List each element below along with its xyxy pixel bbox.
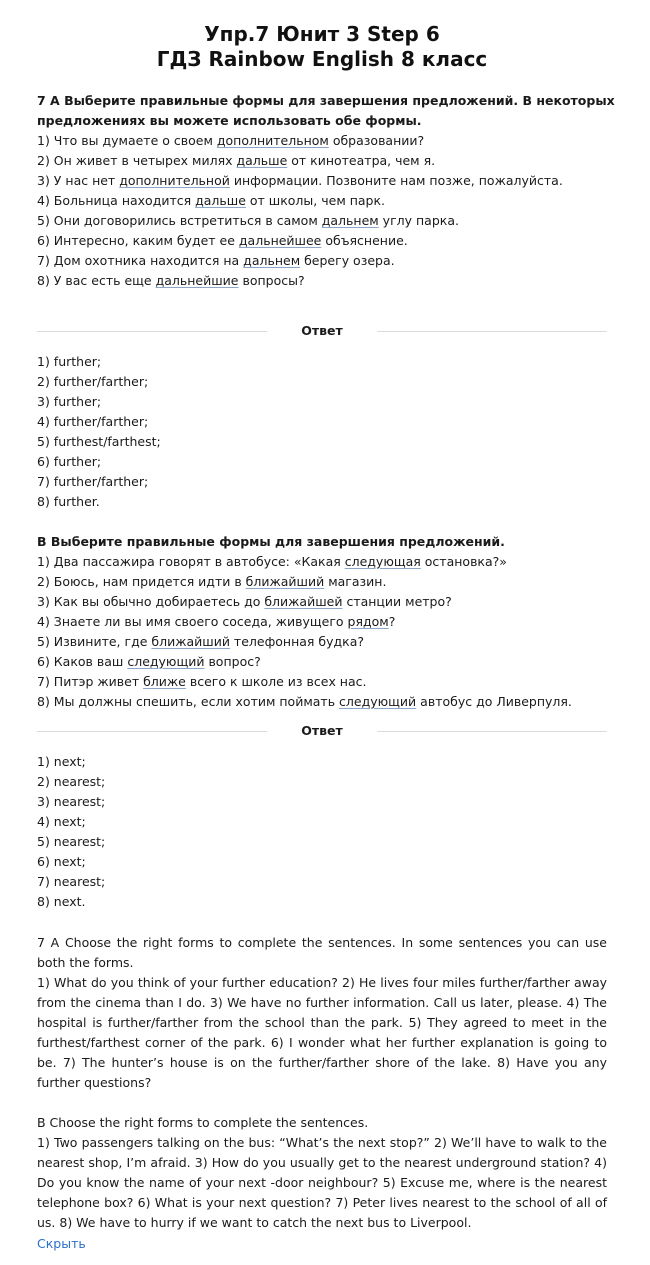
underlined-word: рядом: [347, 614, 389, 629]
task-a-item: [37, 171, 607, 191]
task-a-heading-1: 7 A Выберите правильные формы для завершения предложений. В некоторых: [37, 93, 615, 108]
underlined-word: дополнительной: [119, 173, 230, 188]
task-a: [37, 91, 615, 291]
item-text: 4) Больница находится: [37, 193, 196, 208]
item-text: 5) Извините, где: [37, 634, 152, 649]
task-b-item: [37, 632, 607, 652]
task-a-item: [37, 151, 607, 171]
underlined-word: следующая: [344, 554, 421, 569]
underlined-word: дальше: [195, 193, 246, 208]
answer-item: 4) further/farther;: [37, 414, 149, 429]
item-text: 8) Мы должны спешить, если хотим поймать: [37, 694, 340, 709]
item-text: от школы, чем парк.: [245, 193, 386, 208]
answer-item: 3) further;: [37, 394, 102, 409]
english-b-text: 1) Two passengers talking on the bus: “What’s the next stop?” 2) We’ll have to walk to the nearest shop, I’m afraid. 3) How do you usually get to the nearest underground station? 4) Do you know the name of your next -door neighbour? 5) Excuse me, where is the nearest telephone box? 6) What is your next question? 7) Peter lives nearest to the school of all of us. 8) We have to hurry if we want to catch the next bus to Liverpool.: [37, 1135, 607, 1230]
title-line-2: ГДЗ Rainbow English 8 класс: [156, 47, 488, 71]
answers-a: [37, 352, 607, 512]
underlined-word: ближайшей: [264, 594, 343, 609]
underlined-word: следующий: [127, 654, 205, 669]
underlined-word: ближайший: [245, 574, 325, 589]
item-text: 1) Что вы думаете о своем: [37, 133, 217, 148]
english-b-heading: B Choose the right forms to complete the sentences.: [37, 1115, 369, 1130]
item-text: станции метро?: [342, 594, 452, 609]
task-b-item: [37, 652, 607, 672]
item-text: 2) Он живет в четырех милях: [37, 153, 237, 168]
page-title: [37, 22, 607, 72]
item-text: 6) Интересно, каким будет ее: [37, 233, 239, 248]
answer-item: 7) nearest;: [37, 874, 106, 889]
answer-separator-b: [37, 721, 607, 741]
underlined-word: дальнейшие: [155, 273, 239, 288]
english-a-heading: 7 A Choose the right forms to complete the sentences. In some sentences you can use both the forms.: [37, 935, 607, 970]
answer-item: 2) further/farther;: [37, 374, 149, 389]
underlined-word: дальнем: [321, 213, 379, 228]
separator-rule-right: [377, 731, 607, 732]
item-text: 3) У нас нет: [37, 173, 120, 188]
answer-item: 1) next;: [37, 754, 86, 769]
task-b-item: [37, 612, 607, 632]
answer-item: 1) further;: [37, 354, 102, 369]
task-b-heading: B Выберите правильные формы для завершения предложений.: [37, 534, 505, 549]
item-text: 8) У вас есть еще: [37, 273, 156, 288]
task-b-item: [37, 692, 607, 712]
item-text: объяснение.: [321, 233, 408, 248]
english-task-a: [37, 933, 607, 1093]
answer-item: 7) further/farther;: [37, 474, 149, 489]
item-text: вопрос?: [204, 654, 261, 669]
item-text: 7) Питэр живет: [37, 674, 144, 689]
task-b-item: [37, 592, 607, 612]
task-a-item: [37, 131, 607, 151]
task-a-item: [37, 231, 607, 251]
item-text: автобус до Ливерпуля.: [416, 694, 572, 709]
task-b-item: [37, 552, 607, 572]
answer-item: 5) nearest;: [37, 834, 106, 849]
item-text: всего к школе из всех нас.: [185, 674, 367, 689]
item-text: образовании?: [328, 133, 425, 148]
item-text: 7) Дом охотника находится на: [37, 253, 244, 268]
task-b-item: [37, 572, 607, 592]
item-text: ?: [388, 614, 396, 629]
item-text: берегу озера.: [300, 253, 395, 268]
english-task-b: [37, 1113, 607, 1233]
underlined-word: ближайший: [151, 634, 230, 649]
item-text: остановка?»: [420, 554, 507, 569]
item-text: 1) Два пассажира говорят в автобусе: «Какая: [37, 554, 345, 569]
answer-item: 6) further;: [37, 454, 102, 469]
answer-item: 8) further.: [37, 494, 100, 509]
task-a-item: [37, 251, 607, 271]
title-line-1: Упр.7 Юнит 3 Step 6: [204, 22, 440, 46]
task-b-item: [37, 672, 607, 692]
task-a-item: [37, 191, 607, 211]
underlined-word: дальнем: [243, 253, 301, 268]
item-text: от кинотеатра, чем я.: [287, 153, 436, 168]
separator-rule-right: [377, 331, 607, 332]
answer-separator-a: [37, 321, 607, 341]
answer-item: 8) next.: [37, 894, 86, 909]
item-text: вопросы?: [238, 273, 305, 288]
task-a-item: [37, 271, 607, 291]
hide-link[interactable]: Скрыть: [37, 1236, 86, 1251]
underlined-word: дополнительном: [216, 133, 329, 148]
item-text: телефонная будка?: [229, 634, 365, 649]
answer-item: 5) furthest/farthest;: [37, 434, 161, 449]
task-a-heading-2: предложениях вы можете использовать обе формы.: [37, 113, 422, 128]
item-text: углу парка.: [378, 213, 459, 228]
answers-b: [37, 752, 607, 912]
item-text: информации. Позвоните нам позже, пожалуйста.: [229, 173, 563, 188]
answer-item: 2) nearest;: [37, 774, 106, 789]
answer-label-b: Ответ: [301, 723, 343, 738]
item-text: 2) Боюсь, нам придется идти в: [37, 574, 246, 589]
answer-label-a: Ответ: [301, 323, 343, 338]
underlined-word: следующий: [339, 694, 417, 709]
item-text: 5) Они договорились встретиться в самом: [37, 213, 322, 228]
task-a-item: [37, 211, 607, 231]
answer-item: 6) next;: [37, 854, 86, 869]
underlined-word: дальнейшее: [238, 233, 322, 248]
task-b: [37, 532, 607, 712]
item-text: 4) Знаете ли вы имя своего соседа, живущего: [37, 614, 348, 629]
item-text: 3) Как вы обычно добираетесь до: [37, 594, 265, 609]
underlined-word: ближе: [143, 674, 186, 689]
item-text: 6) Каков ваш: [37, 654, 128, 669]
answer-item: 4) next;: [37, 814, 86, 829]
answer-item: 3) nearest;: [37, 794, 106, 809]
english-a-text: 1) What do you think of your further education? 2) He lives four miles further/farther away from the cinema than I do. 3) We have no further information. Call us later, please. 4) The hospital is further/farther from the school than the park. 5) They agreed to meet in the furthest/farthest corner of the park. 6) I wonder what her further explanation is going to be. 7) The hunter’s house is on the further/farther shore of the lake. 8) Have you any further questions?: [37, 975, 607, 1090]
underlined-word: дальше: [236, 153, 288, 168]
item-text: магазин.: [324, 574, 387, 589]
